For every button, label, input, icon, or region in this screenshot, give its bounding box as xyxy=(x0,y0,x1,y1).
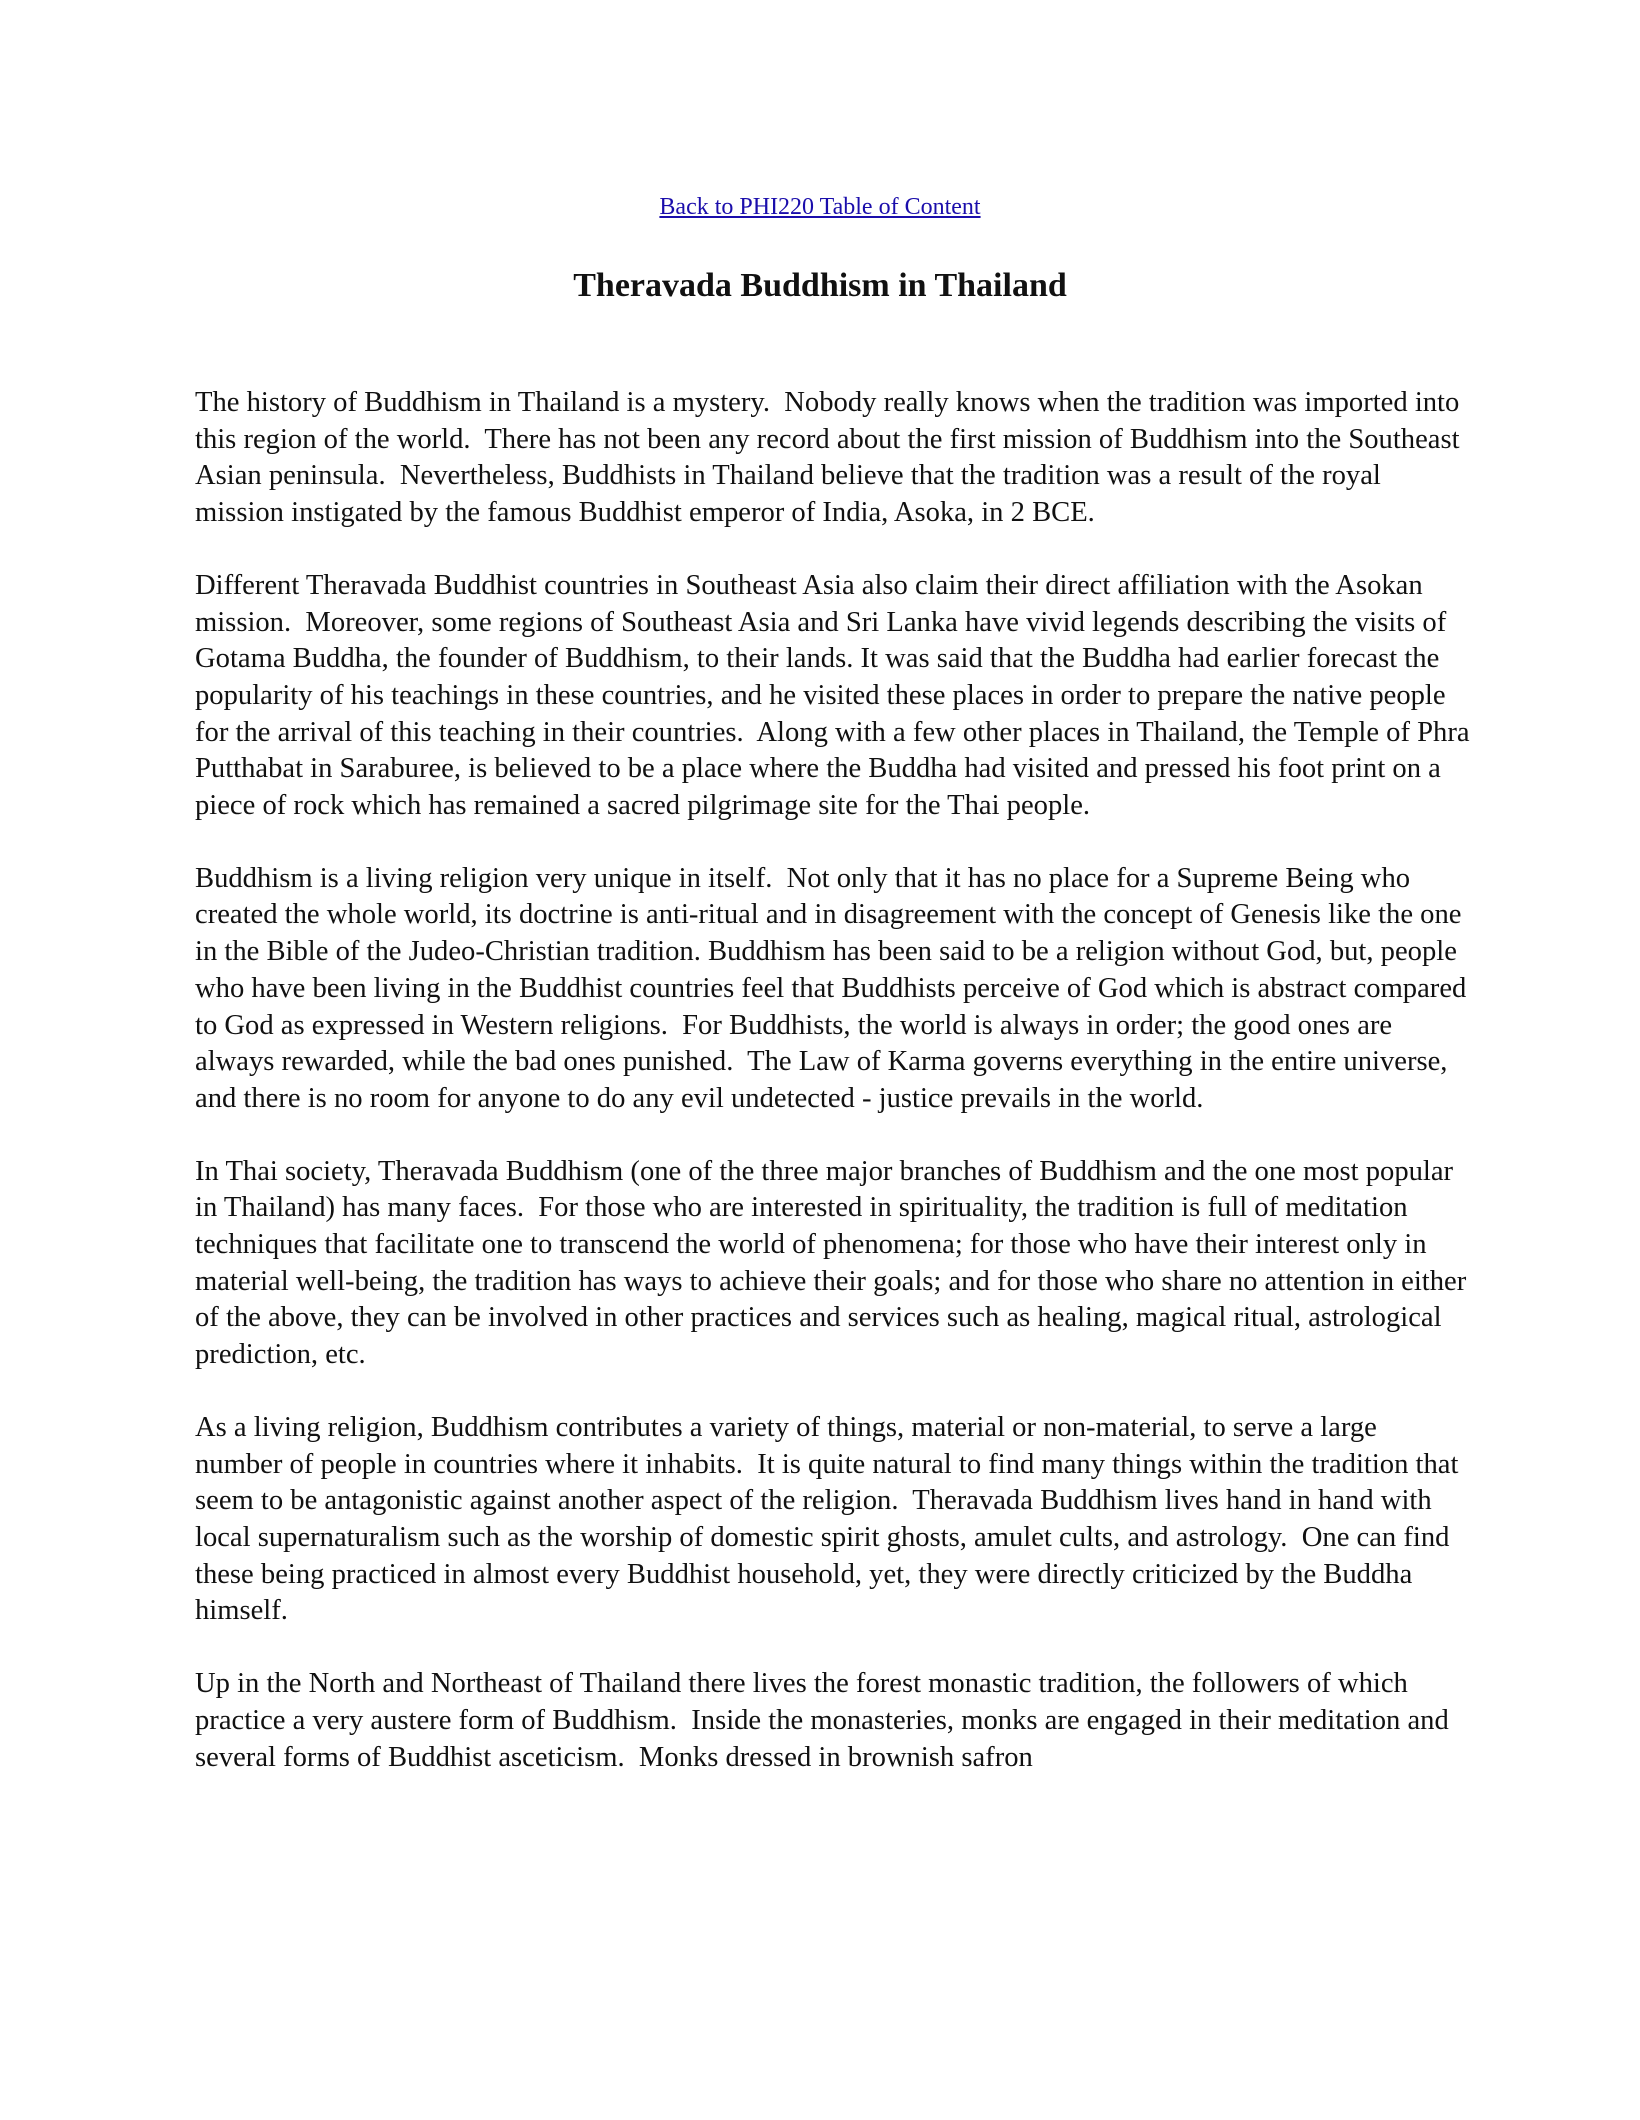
page-title: Theravada Buddhism in Thailand xyxy=(573,267,1067,304)
paragraph-4: In Thai society, Theravada Buddhism (one of the three major branches of Buddhism and the one most popular in Thailand) has many faces. For those who are interested in spirituality, the tradition is full of meditation techniques that facilitate one to transcend the world of phenomena; for those who have their interest only in material well-being, the tradition has ways to achieve their goals; and for those who share no attention in either of the above, they can be involved in other practices and services such as healing, magical ritual, astrological prediction, etc. xyxy=(195,1155,1467,1371)
paragraph-3: Buddhism is a living religion very unique in itself. Not only that it has no place for a Supreme Being who created the whole world, its doctrine is anti-ritual and in disagreement with the concept of Genesis like the one in the Bible of the Judeo-Christian tradition. Buddhism has been said to be a religion without God, but, people who have been living in the Buddhist countries feel that Buddhists perceive of God which is abstract compared to God as expressed in Western religions. For Buddhists, the world is always in order; the good ones are always rewarded, while the bad ones punished. The Law of Karma governs everything in the entire universe, and there is no room for anyone to do any evil undetected - justice prevails in the world. xyxy=(195,862,1467,1114)
paragraph-6: Up in the North and Northeast of Thailand there lives the forest monastic tradition, the followers of which practice a very austere form of Buddhism. Inside the monasteries, monks are engaged in their meditation and several forms of Buddhist asceticism. Monks dressed in brownish safron xyxy=(195,1668,1449,1773)
back-to-table-of-content-link[interactable]: Back to PHI220 Table of Content xyxy=(659,194,981,220)
paragraph-1: The history of Buddhism in Thailand is a mystery. Nobody really knows when the tradition was imported into this region of the world. There has not been any record about the first mission of Buddhism into the Southeast Asian peninsula. Nevertheless, Buddhists in Thailand believe that the tradition was a result of the royal mission instigated by the famous Buddhist emperor of India, Asoka, in 2 BCE. xyxy=(195,387,1460,529)
paragraph-5: As a living religion, Buddhism contributes a variety of things, material or non-material, to serve a large number of people in countries where it inhabits. It is quite natural to find many things within the tradition that seem to be antagonistic against another aspect of the religion. Theravada Buddhism lives hand in hand with local supernaturalism such as the worship of domestic spirit ghosts, amulet cults, and astrology. One can find these being practiced in almost every Buddhist household, yet, they were directly criticized by the Buddha himself. xyxy=(195,1411,1459,1627)
article-body xyxy=(195,385,1470,1812)
paragraph-2: Different Theravada Buddhist countries in Southeast Asia also claim their direct affiliation with the Asokan mission. Moreover, some regions of Southeast Asia and Sri Lanka have vivid legends describing the visits of Gotama Buddha, the founder of Buddhism, to their lands. It was said that the Buddha had earlier forecast the popularity of his teachings in these countries, and he visited these places in order to prepare the native people for the arrival of this teaching in their countries. Along with a few other places in Thailand, the Temple of Phra Putthabat in Saraburee, is believed to be a place where the Buddha had visited and pressed his foot print on a piece of rock which has remained a sacred pilgrimage site for the Thai people. xyxy=(195,569,1470,822)
back-link-container xyxy=(0,192,1640,222)
